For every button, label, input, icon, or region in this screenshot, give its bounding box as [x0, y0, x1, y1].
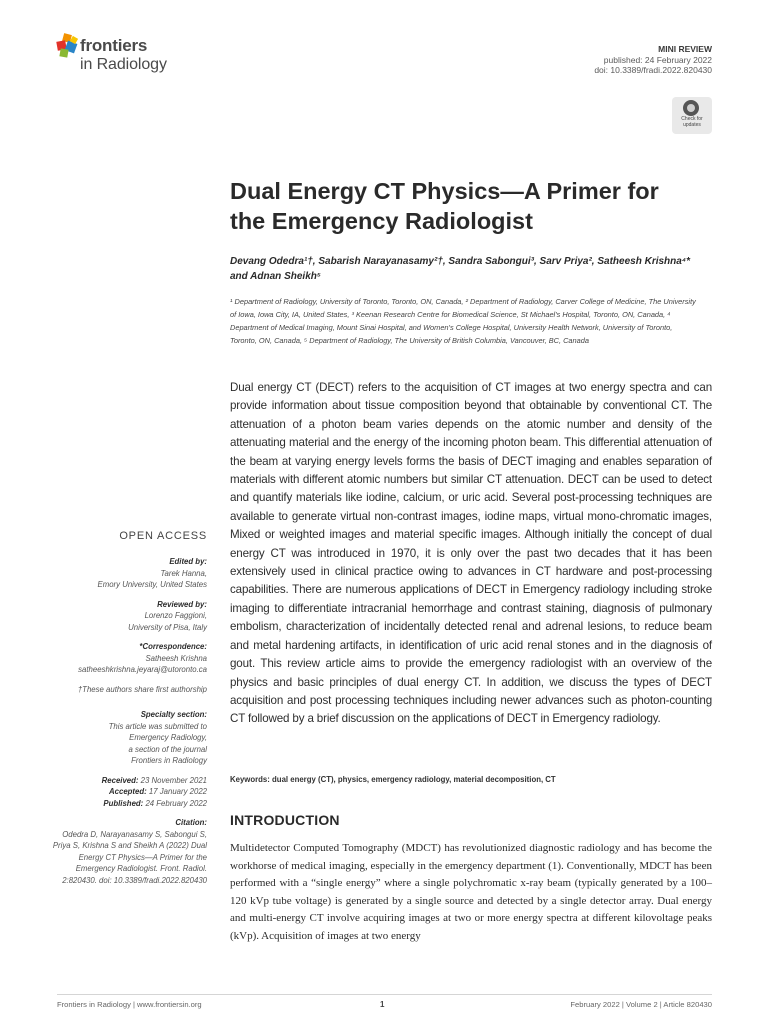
check-for-updates-button[interactable]: [672, 97, 712, 134]
correspondence-name: Satheesh Krishna: [145, 653, 207, 663]
reviewer-name: Lorenzo Faggioni,: [144, 611, 207, 620]
article-title: Dual Energy CT Physics—A Primer for the Emergency Radiologist: [230, 178, 659, 234]
received-row: Received: 23 November 2021: [101, 775, 207, 785]
specialty-line-3: a section of the journal: [128, 744, 207, 754]
editor-name: Tarek Hanna,: [160, 568, 207, 578]
check-badge-line1: Check for: [681, 116, 703, 122]
page-number: 1: [380, 1000, 385, 1009]
author-list[interactable]: Devang Odedra¹†, Sabarish Narayanasamy²†, Sandra Sabongui³, Sarv Priya², Satheesh Krishna⁴* and Adnan Sheikh⁵: [230, 256, 690, 282]
specialty-section-label: Specialty section:: [140, 710, 207, 719]
published-row: Published: 24 February 2022: [103, 798, 207, 808]
article-info-sidebar: [37, 556, 207, 886]
keywords-label: Keywords:: [230, 775, 270, 784]
reviewed-by-label: Reviewed by:: [157, 599, 207, 609]
logo-journal-name: in Radiology: [80, 56, 167, 73]
accepted-row: Accepted: 17 January 2022: [109, 787, 207, 796]
keywords: [230, 775, 710, 784]
footer-journal-link[interactable]: Frontiers in Radiology | www.frontiersin.org: [57, 1000, 202, 1009]
journal-logo[interactable]: [57, 34, 197, 80]
specialty-line-1: This article was submitted to: [108, 721, 207, 731]
affiliations: ¹ Department of Radiology, University of Toronto, Toronto, ON, Canada, ² Department of Radiology, Carver College of Medicine, The University of Iowa, Iowa City, IA, United States, ³ Keenan Research Centre for Biomedical Science, St Michael's Hospital, Toronto, ON, Canada, ⁴ Department of Medical Imaging, Mount Sinai Hospital, and Women's College Hospital, University Health Network, University of Toronto, Toronto, ON, Canada, ⁵ Department of Radiology, The University of British Columbia, Vancouver, BC, Canada: [230, 297, 696, 345]
specialty-line-2: Emergency Radiology,: [129, 733, 207, 742]
article-meta: [594, 44, 712, 76]
logo-wordmark: frontiers: [80, 36, 148, 55]
citation-text: Odedra D, Narayanasamy S, Sabongui S, Priya S, Krishna S and Sheikh A (2022) Dual Energy CT Physics—A Primer for the Emergency Radiologist. Front. Radiol. 2:820430. doi: 10.3389/fradi.2022.820430: [52, 829, 207, 885]
citation-label: Citation:: [175, 818, 207, 827]
crossmark-icon: [683, 100, 699, 116]
specialty-line-4: Frontiers in Radiology: [131, 756, 207, 765]
doi-link[interactable]: doi: 10.3389/fradi.2022.820430: [594, 65, 712, 75]
correspondence-email-link[interactable]: satheeshkrishna.jeyaraj@utoronto.ca: [78, 665, 207, 674]
correspondence-label: *Correspondence:: [139, 642, 207, 651]
introduction-text: Multidetector Computed Tomography (MDCT) has revolutionized diagnostic radiology and has become the workhorse of medical imaging, especially in the emergency department (1). Conventionally, MDCT has been performed with a “single energy” where a single polychromatic x-ray beam (typically generated by a 100–120 kVp tube voltage) is generated by a single source and detected by a single detector array. Dual energy and multi-energy CT involve acquiring images at two or more energy spectra at different kilovoltage peaks (kVp). Acquisition of images at two energy: [230, 842, 712, 942]
frontiers-logo-icon: [57, 34, 79, 58]
shared-authorship-note: †These authors share first authorship: [77, 684, 207, 694]
open-access-label: OPEN ACCESS: [119, 530, 207, 542]
section-heading-introduction: INTRODUCTION: [230, 812, 340, 828]
reviewer-affiliation: University of Pisa, Italy: [128, 622, 207, 632]
published-date: published: 24 February 2022: [603, 54, 712, 65]
check-badge-line2: updates: [683, 121, 701, 128]
footer-issue-info: February 2022 | Volume 2 | Article 820430: [570, 1000, 712, 1009]
abstract: Dual energy CT (DECT) refers to the acquisition of CT images at two energy spectra and can provide information about tissue composition beyond that obtainable by conventional CT. The attenuation of a photon beam varies depends on the atomic number and density of the attenuating material and the energy of the incoming photon beam. This differential attenuation of the beam at varying energy levels forms the basis of DECT imaging and enables separation of materials with different atomic numbers but similar CT attenuation. DECT can be used to detect and quantify materials like iodine, calcium, or uric acid. Several post-processing techniques are available to generate virtual non-contrast images, iodine maps, virtual mono-chromatic images, Mixed or weighted images and material specific images. Although initially the concept of dual energy CT was introduced in 1970, it is only over the past two decades that it has been extensively used in clinical practice owing to advances in CT hardware and post-processing capabilities. There are numerous applications of DECT in Emergency radiology including stroke imaging to differentiate intracranial hemorrhage and contrast staining, diagnosis of pulmonary embolism, characterization of incidentally detected renal and adrenal lesions, to reduce beam and metal hardening artifacts, in identification of uric acid renal stones and in the diagnosis of gout. This review article aims to provide the emergency radiologist with an overview of the physics and basic principles of dual energy CT. In addition, we discuss the types of DECT acquisition and post processing techniques including newer advances such as photon-counting CT followed by a brief discussion on the applications of DECT in Emergency radiology.: [230, 381, 712, 726]
edited-by-label: Edited by:: [169, 557, 207, 566]
keywords-list: dual energy (CT), physics, emergency radiology, material decomposition, CT: [272, 775, 556, 784]
footer-divider: [57, 994, 712, 995]
editor-affiliation: Emory University, United States: [97, 580, 207, 589]
article-type: MINI REVIEW: [658, 44, 712, 54]
